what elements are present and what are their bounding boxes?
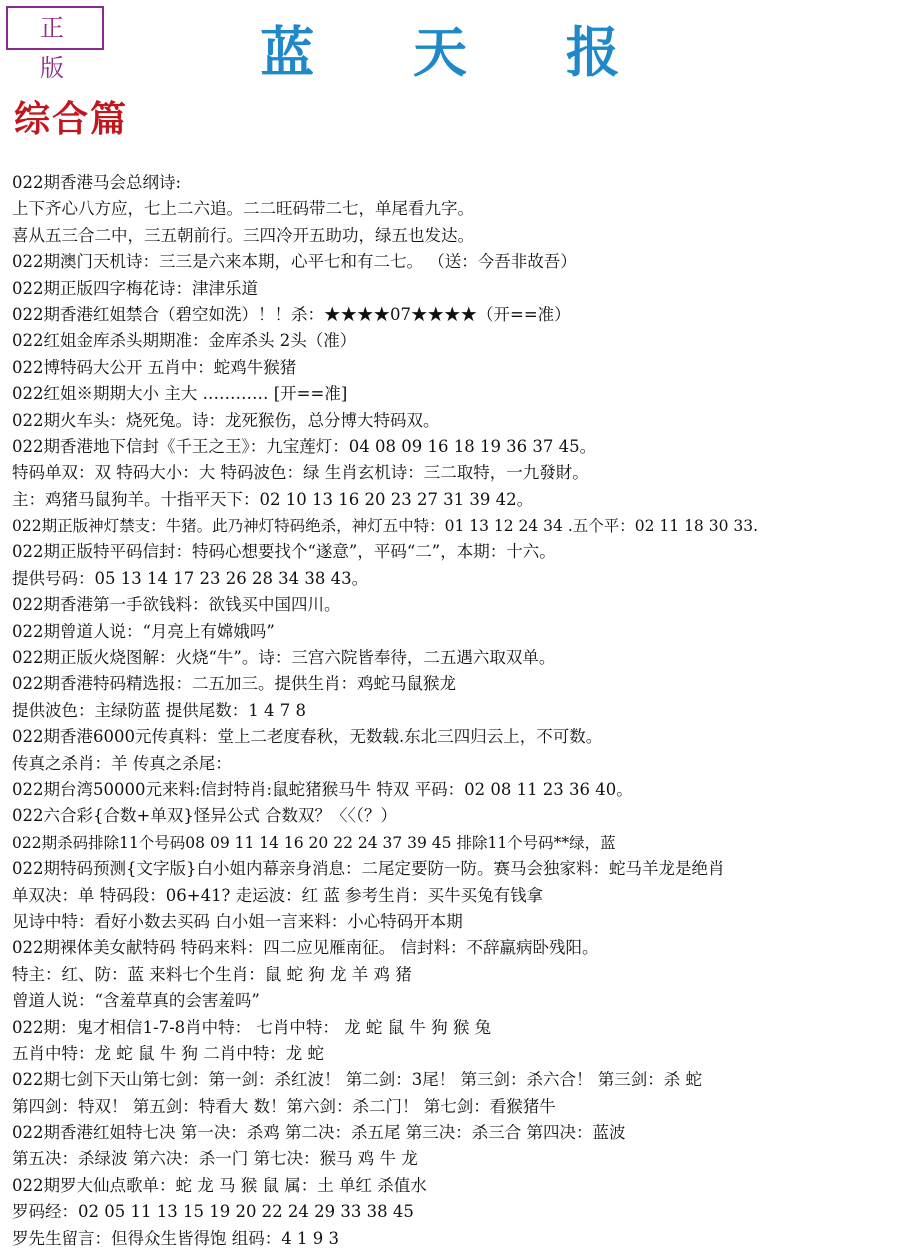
text-line: 五肖中特：龙 蛇 鼠 牛 狗 二肖中特：龙 蛇 — [12, 1043, 324, 1063]
text-line: 022博特码大公开 五肖中：蛇鸡牛猴猪 — [12, 357, 297, 377]
text-line: 022期正版火烧图解：火烧“牛”。诗：三宫六院皆奉待，二五遇六取双单。 — [12, 648, 556, 668]
text-line: 上下齐心八方应，七上二六追。二二旺码带二七，单尾看九字。 — [12, 199, 474, 219]
text-line: 022期澳门天机诗：三三是六来本期，心平七和有二七。 （送：今吾非故吾） — [12, 252, 577, 272]
text-line: 特主：红、防：蓝 来料七个生肖：鼠 蛇 狗 龙 羊 鸡 猪 — [12, 964, 412, 984]
text-line: 第四剑：特双！ 第五剑：特看大 数！第六剑：杀二门！ 第七剑：看猴猪牛 — [12, 1096, 556, 1116]
text-line: 022期正版神灯禁支：牛猪。此乃神灯特码绝杀，神灯五中特：01 13 12 24 34 .五个平：02 11 18 30 33. — [12, 517, 759, 536]
text-line: 第五决：杀绿波 第六决：杀一门 第七决：猴马 鸡 牛 龙 — [12, 1149, 418, 1169]
section-title: 综合篇 — [14, 98, 129, 140]
text-line: 022期香港特码精选报：二五加三。提供生肖：鸡蛇马鼠猴龙 — [12, 674, 456, 694]
text-line: 曾道人说：“含羞草真的会害羞吗” — [12, 991, 260, 1011]
newspaper-title: 蓝 天 报 — [260, 20, 660, 84]
text-line: 022期香港地下信封《千王之王》：九宝莲灯：04 08 09 16 18 19 36 37 45。 — [12, 436, 597, 456]
text-line: 传真之杀肖：羊 传真之杀尾： — [12, 753, 232, 773]
text-line: 022期正版特平码信封：特码心想要找个“遂意”，平码“二”，本期：十六。 — [12, 542, 556, 562]
text-line: 022期罗大仙点歌单：蛇 龙 马 猴 鼠 属：土 单红 杀值水 — [12, 1175, 427, 1195]
text-line: 主：鸡猪马鼠狗羊。十指平天下：02 10 13 16 20 23 27 31 39 42。 — [12, 489, 534, 509]
text-line: 022期香港6000元传真料：堂上二老度春秋，无数载.东北三四归云上，不可数。 — [12, 727, 603, 747]
text-line: 022期火车头：烧死兔。诗：龙死猴伤，总分博大特码双。 — [12, 410, 440, 430]
text-line: 022期七剑下天山第七剑：第一剑：杀红波！ 第二剑：3尾！ 第三剑：杀六合！ 第三剑：杀 蛇 — [12, 1070, 702, 1090]
text-line: 022期：鬼才相信1-7-8肖中特： 七肖中特： 龙 蛇 鼠 牛 狗 猴 兔 — [12, 1017, 492, 1037]
text-line: 022期裸体美女献特码 特码来料：四二应见雁南征。 信封料：不辞羸病卧残阳。 — [12, 938, 599, 958]
text-line: 022期特码预测{文字版}白小姐内幕亲身消息：二尾定要防一防。赛马会独家料：蛇马羊龙是绝肖 — [12, 859, 725, 879]
text-line: 022期正版四字梅花诗：津津乐道 — [12, 278, 258, 298]
text-line: 提供号码：05 13 14 17 23 26 28 34 38 43。 — [12, 568, 369, 588]
text-line: 022六合彩{合数+单双}怪异公式 合数双？〈〈（？） — [12, 806, 398, 826]
text-line: 022期曾道人说：“月亮上有嫦娥吗” — [12, 621, 275, 641]
text-line: 022期香港红姐禁合（碧空如洗）！！杀：★★★★07★★★★（开==准） — [12, 304, 571, 324]
text-line: 罗码经：02 05 11 13 15 19 20 22 24 29 33 38 45 — [12, 1202, 414, 1222]
text-line: 022期台湾50000元来料:信封特肖:鼠蛇猪猴马牛 特双 平码：02 08 11 23 36 40。 — [12, 779, 633, 799]
edition-badge: 正 版 — [6, 6, 104, 50]
article-body — [12, 170, 896, 1252]
text-line: 022期香港红姐特七决 第一决：杀鸡 第二决：杀五尾 第三决：杀三合 第四决：蓝波 — [12, 1123, 626, 1143]
text-line: 见诗中特：看好小数去买码 白小姐一言来料：小心特码开本期 — [12, 911, 463, 931]
text-line: 022期香港马会总纲诗: — [12, 173, 182, 192]
text-line: 022期杀码排除11个号码08 09 11 14 16 20 22 24 37 39 45 排除11个号码**绿，蓝 — [12, 833, 616, 852]
text-line: 提供波色：主绿防蓝 提供尾数：1 4 7 8 — [12, 700, 306, 720]
text-line: 特码单双：双 特码大小：大 特码波色：绿 生肖玄机诗：三二取特，一九發財。 — [12, 463, 589, 483]
text-line: 单双决：单 特码段：06+41? 走运波：红 蓝 参考生肖：买牛买兔有钱拿 — [12, 885, 544, 905]
text-line: 罗先生留言：但得众生皆得饱 组码：4 1 9 3 — [12, 1228, 339, 1248]
text-line: 022红姐※期期大小 主大 ………… [开==准] — [12, 384, 348, 404]
text-line: 022期香港第一手欲钱料：欲钱买中国四川。 — [12, 595, 341, 615]
text-line: 022红姐金库杀头期期准：金库杀头 2头（准） — [12, 331, 357, 351]
text-line: 喜从五三合二中，三五朝前行。三四冷开五助功，绿五也发达。 — [12, 225, 474, 245]
